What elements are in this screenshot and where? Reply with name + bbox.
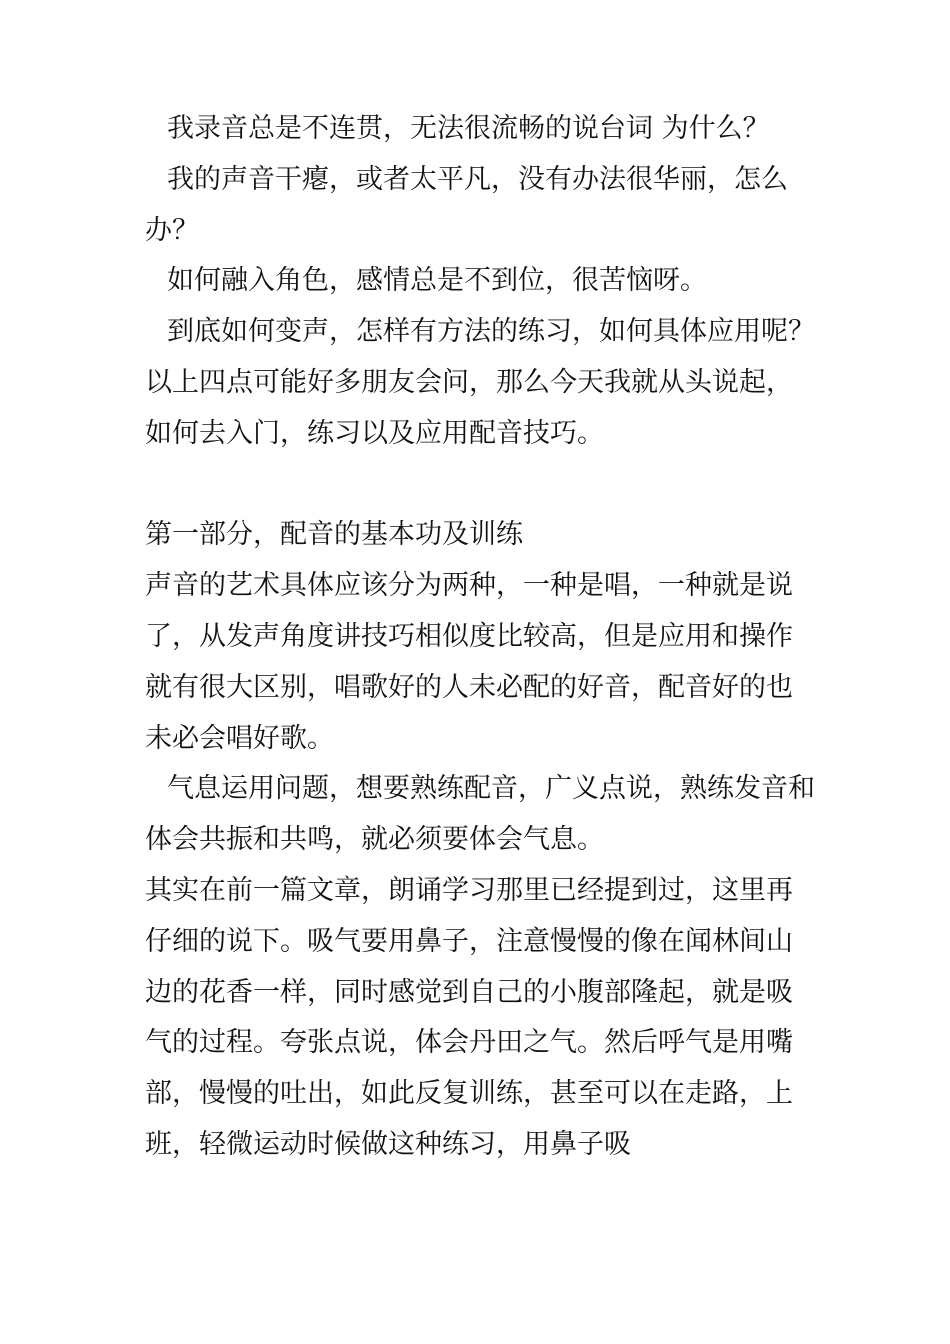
- paragraph-question-1: 我录音总是不连贯，无法很流畅的说台词 为什么？: [167, 113, 770, 144]
- paragraph-question-4: 到底如何变声，怎样有方法的练习，如何具体应用呢？: [167, 316, 815, 348]
- paragraph-intro: 以上四点可能好多朋友会问，那么今天我就从头说起，如何去入门，练习以及应用配音技巧。: [145, 366, 793, 449]
- document-body: [145, 104, 815, 1171]
- paragraph-question-2: 我的声音干瘪，或者太平凡，没有办法很华丽，怎么办？: [145, 163, 788, 246]
- blank-line: [145, 460, 815, 511]
- paragraph-voice-art: 声音的艺术具体应该分为两种，一种是唱，一种就是说了，从发声角度讲技巧相似度比较高，但是应用和操作就有很大区别，唱歌好的人未必配的好音，配音好的也未必会唱好歌。: [145, 570, 793, 754]
- paragraph-question-3: 如何融入角色，感情总是不到位，很苦恼呀。: [167, 265, 707, 297]
- paragraph-breath-training: 其实在前一篇文章，朗诵学习那里已经提到过，这里再仔细的说下。吸气要用鼻子，注意慢慢的像在闻林间山边的花香一样，同时感觉到自己的小腹部隆起，就是吸气的过程。夸张点说，体会丹田之气。然后呼气是用嘴部，慢慢的吐出，如此反复训练，甚至可以在走路，上班，轻微运动时候做这种练习，用鼻子吸: [145, 874, 793, 1160]
- paragraph-breath: 气息运用问题，想要熟练配音，广义点说，熟练发音和体会共振和共鸣，就必须要体会气息。: [145, 773, 815, 856]
- section-heading: 第一部分，配音的基本功及训练: [145, 519, 523, 551]
